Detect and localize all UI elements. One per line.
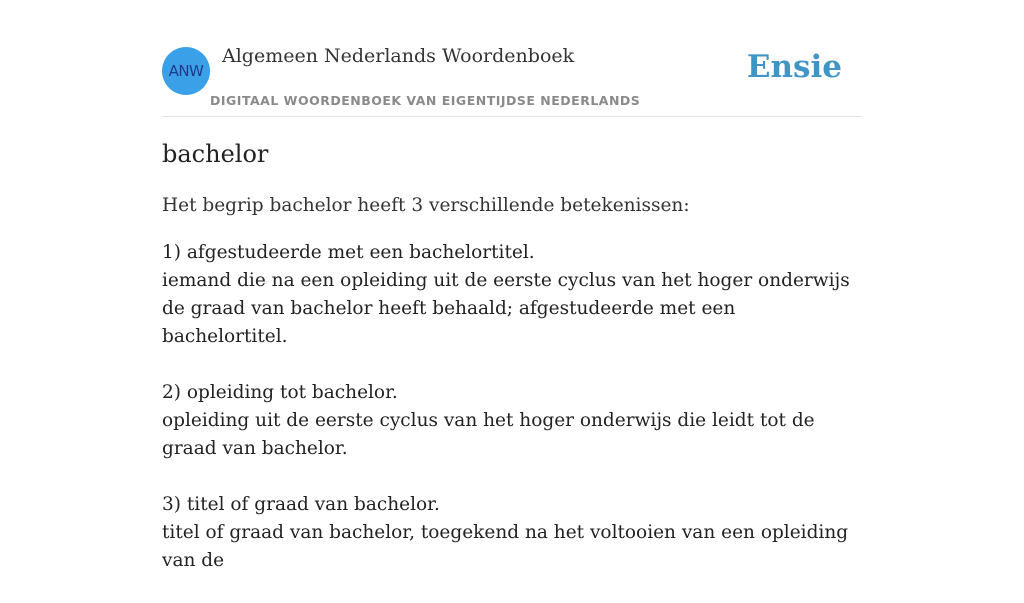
ensie-brand-link[interactable]: Ensie bbox=[746, 49, 842, 85]
site-title[interactable]: Algemeen Nederlands Woordenboek bbox=[222, 45, 575, 67]
entry-content bbox=[162, 138, 862, 603]
meaning-description: iemand die na een opleiding uit de eerste cyclus van het hoger onderwijs de graad van bachelor heeft behaald; afgestudeerde met een bachelortitel. bbox=[162, 270, 850, 347]
meaning-title: 1) afgestudeerde met een bachelortitel. bbox=[162, 242, 535, 263]
entry-intro: Het begrip bachelor heeft 3 verschillende betekenissen: bbox=[162, 195, 690, 216]
anw-logo[interactable]: ANW bbox=[162, 47, 210, 95]
meaning-title: 2) opleiding tot bachelor. bbox=[162, 382, 398, 403]
meaning-description: opleiding uit de eerste cyclus van het hoger onderwijs die leidt tot de graad van bachelor. bbox=[162, 410, 815, 459]
site-subtitle: DIGITAAL WOORDENBOEK VAN EIGENTIJDSE NEDERLANDS bbox=[210, 93, 641, 108]
meaning-item bbox=[162, 491, 862, 575]
meaning-title: 3) titel of graad van bachelor. bbox=[162, 494, 440, 515]
meaning-item bbox=[162, 239, 862, 351]
headword: bachelor bbox=[162, 140, 269, 168]
site-header bbox=[162, 40, 862, 117]
meaning-item bbox=[162, 379, 862, 463]
meaning-description: titel of graad van bachelor, toegekend na het voltooien van een opleiding van de bbox=[162, 522, 849, 571]
